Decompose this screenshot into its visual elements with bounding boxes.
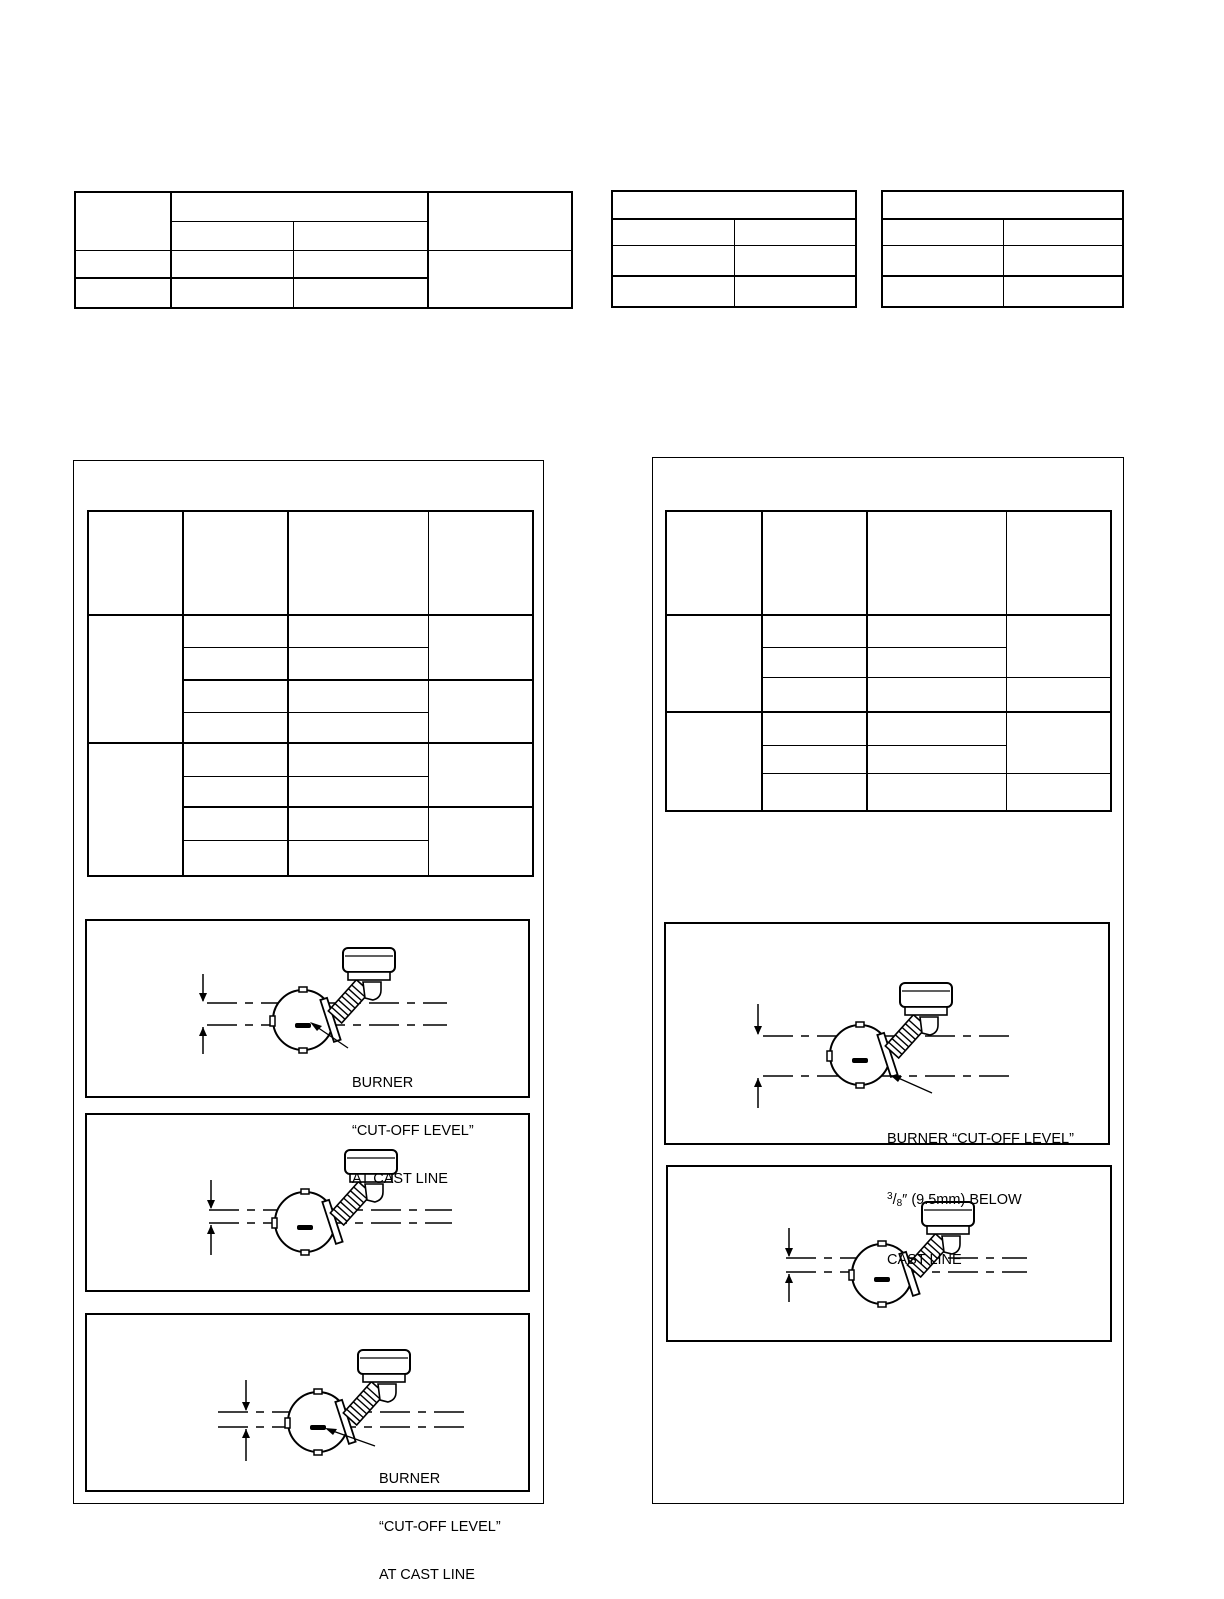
callout-line: CAST LINE: [887, 1252, 962, 1268]
callout-line: “CUT-OFF LEVEL”: [352, 1123, 474, 1139]
callout-line: AT CAST LINE: [379, 1567, 475, 1583]
fraction-numerator: 3: [887, 1191, 893, 1202]
figure-c-callout: [379, 1439, 501, 1599]
callout-line: BURNER “CUT-OFF LEVEL”: [887, 1131, 1074, 1147]
fraction-denominator: 8: [896, 1198, 903, 1209]
figure-a-diagram: [199, 948, 447, 1054]
callout-line: “CUT-OFF LEVEL”: [379, 1519, 501, 1535]
fraction-rest: ″ (9.5mm) BELOW: [902, 1192, 1022, 1208]
figure-a-callout: [352, 1043, 474, 1203]
callout-line: BURNER: [352, 1075, 414, 1091]
callout-line-fraction: $^3/_8''$ (9.5mm) BELOW: [887, 1191, 1022, 1209]
figure-d-callout: [887, 1092, 1074, 1289]
callout-line: AT CAST LINE: [352, 1171, 448, 1187]
figure-d-diagram: [754, 983, 1015, 1108]
callout-line: BURNER: [379, 1471, 441, 1487]
